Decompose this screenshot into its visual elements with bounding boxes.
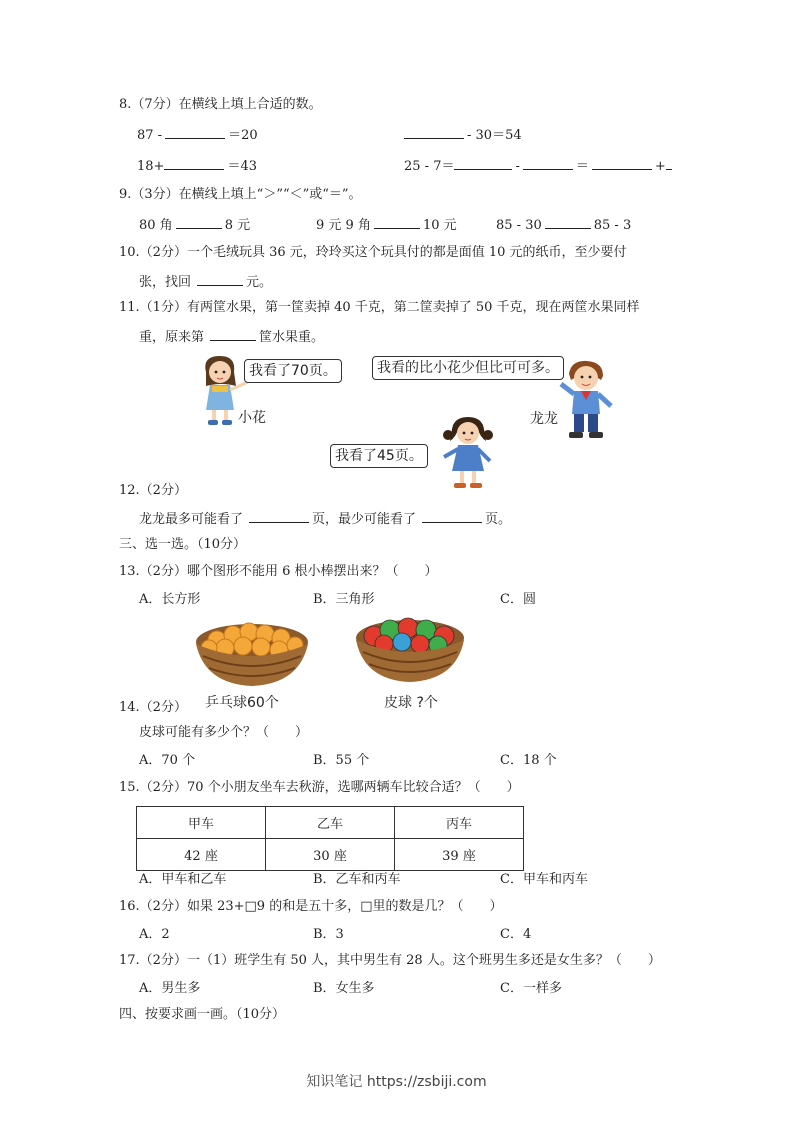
label-balls: 皮球 ?个 xyxy=(384,695,438,711)
girl-keke-figure xyxy=(440,413,496,493)
q9-a-pre: 80 角 xyxy=(139,218,173,233)
q9-c-pre: 85 - 30 xyxy=(496,218,542,233)
table-header-cell: 甲车 xyxy=(137,807,266,839)
q15-header: 15.（2分）70 个小朋友坐车去秋游，选哪两辆车比较合适？（ ） xyxy=(119,780,520,795)
q8-item-a xyxy=(137,126,258,144)
footer-watermark: 知识笔记 https://zsbiji.com xyxy=(306,1074,487,1090)
q16-option-a[interactable]: A．2 xyxy=(139,927,170,942)
q14-option-c[interactable]: C．18 个 xyxy=(500,753,557,768)
answer-blank[interactable] xyxy=(164,157,224,170)
table-cell: 39 座 xyxy=(395,839,524,871)
section-3-title: 三、选一选。（10分） xyxy=(119,537,247,552)
q15-option-c[interactable]: C．甲车和丙车 xyxy=(500,872,588,887)
q14-question: 皮球可能有多少个？（ ） xyxy=(139,725,309,740)
q8-c-pre: 18+ xyxy=(137,159,165,174)
table-row xyxy=(137,839,524,871)
label-xiaohua: 小花 xyxy=(238,410,266,426)
q8-c-post: ＝43 xyxy=(227,159,257,174)
q11-line2 xyxy=(139,328,324,346)
q16-header: 16.（2分）如果 23+□9 的和是五十多，□里的数是几？（ ） xyxy=(119,899,503,914)
q12-body xyxy=(139,510,511,528)
q12-mid: 页，最少可能看了 xyxy=(312,512,417,527)
q11-line2-pre: 重，原来第 xyxy=(139,330,205,345)
ping-pong-basket-figure xyxy=(193,618,311,692)
q8-item-c xyxy=(137,157,257,175)
q12-pre: 龙龙最多可能看了 xyxy=(139,512,244,527)
q12-header: 12.（2分） xyxy=(119,483,187,498)
label-longlong: 龙龙 xyxy=(530,411,558,427)
q8-d-eq: ＝ xyxy=(575,159,589,174)
q16-option-b[interactable]: B．3 xyxy=(313,927,344,942)
answer-blank[interactable] xyxy=(374,216,420,229)
q13-option-a[interactable]: A．长方形 xyxy=(139,592,201,607)
q9-c-post: 85 - 3 xyxy=(593,218,632,233)
q8-a-pre: 87 - xyxy=(137,128,163,143)
q9-item-c xyxy=(496,216,631,234)
answer-blank[interactable] xyxy=(592,157,652,170)
q8-a-post: ＝20 xyxy=(228,128,258,143)
q13-option-c[interactable]: C．圆 xyxy=(500,592,536,607)
q8-b-post: - 30＝54 xyxy=(467,128,522,143)
q17-option-b[interactable]: B．女生多 xyxy=(313,981,375,996)
q11-line2-post: 筐水果重。 xyxy=(259,330,325,345)
q9-b-post: 10 元 xyxy=(422,218,457,233)
q10-line2-pre: 张，找回 xyxy=(139,275,192,290)
speech-bubble-keke: 我看了45页。 xyxy=(330,444,428,468)
q14-header: 14.（2分） xyxy=(119,700,187,715)
q11-line1: 11.（1分）有两筐水果，第一筐卖掉 40 千克，第二筐卖掉了 50 千克，现在两筐水果同样 xyxy=(119,300,640,315)
table-cell: 42 座 xyxy=(137,839,266,871)
q10-line2 xyxy=(139,273,272,291)
answer-blank[interactable] xyxy=(666,157,672,170)
q9-item-a xyxy=(139,216,250,234)
q17-header: 17.（2分）一（1）班学生有 50 人，其中男生有 28 人。这个班男生多还是女生多？（ ） xyxy=(119,953,661,968)
answer-blank[interactable] xyxy=(176,216,222,229)
q13-header: 13.（2分）哪个图形不能用 6 根小棒摆出来？（ ） xyxy=(119,564,438,579)
q10-line1: 10.（2分）一个毛绒玩具 36 元，玲玲买这个玩具付的都是面值 10 元的纸币，至少要付 xyxy=(119,245,627,260)
q14-option-a[interactable]: A．70 个 xyxy=(139,753,196,768)
q14-option-b[interactable]: B．55 个 xyxy=(313,753,370,768)
table-row xyxy=(137,807,524,839)
speech-bubble-longlong: 我看的比小花少但比可可多。 xyxy=(372,356,564,380)
answer-blank[interactable] xyxy=(249,510,309,523)
answer-blank[interactable] xyxy=(422,510,482,523)
q17-option-a[interactable]: A．男生多 xyxy=(139,981,201,996)
q9-item-b xyxy=(316,216,457,234)
ball-basket-figure xyxy=(354,614,466,688)
q8-d-minus: - xyxy=(515,159,520,174)
answer-blank[interactable] xyxy=(545,216,591,229)
q15-option-b[interactable]: B．乙车和丙车 xyxy=(313,872,401,887)
answer-blank[interactable] xyxy=(523,157,573,170)
table-header-cell: 丙车 xyxy=(395,807,524,839)
q8-d-plus: + xyxy=(654,159,666,174)
q8-item-b xyxy=(404,126,522,144)
q15-option-a[interactable]: A．甲车和乙车 xyxy=(139,872,227,887)
q12-post: 页。 xyxy=(485,512,512,527)
q9-a-post: 8 元 xyxy=(224,218,251,233)
q9-b-pre: 9 元 9 角 xyxy=(316,218,371,233)
q13-option-b[interactable]: B．三角形 xyxy=(313,592,375,607)
answer-blank[interactable] xyxy=(210,328,256,341)
q10-line2-post: 元。 xyxy=(246,275,273,290)
q8-header: 8.（7分）在横线上填上合适的数。 xyxy=(119,97,322,112)
q8-d-pre: 25 - 7＝ xyxy=(404,159,455,174)
q8-item-d xyxy=(404,157,672,175)
section-4-title: 四、按要求画一画。（10分） xyxy=(119,1007,286,1022)
q9-header: 9.（3分）在横线上填上“＞”“＜”或“＝”。 xyxy=(119,187,362,202)
boy-longlong-figure xyxy=(557,358,617,440)
answer-blank[interactable] xyxy=(404,126,464,139)
table-header-cell: 乙车 xyxy=(266,807,395,839)
label-ping-pong: 乒乓球60个 xyxy=(205,695,279,711)
answer-blank[interactable] xyxy=(197,273,243,286)
answer-blank[interactable] xyxy=(165,126,225,139)
car-seats-table xyxy=(136,806,524,871)
speech-bubble-xiaohua: 我看了70页。 xyxy=(244,359,342,383)
table-cell: 30 座 xyxy=(266,839,395,871)
answer-blank[interactable] xyxy=(454,157,512,170)
q16-option-c[interactable]: C．4 xyxy=(500,927,532,942)
q17-option-c[interactable]: C．一样多 xyxy=(500,981,562,996)
